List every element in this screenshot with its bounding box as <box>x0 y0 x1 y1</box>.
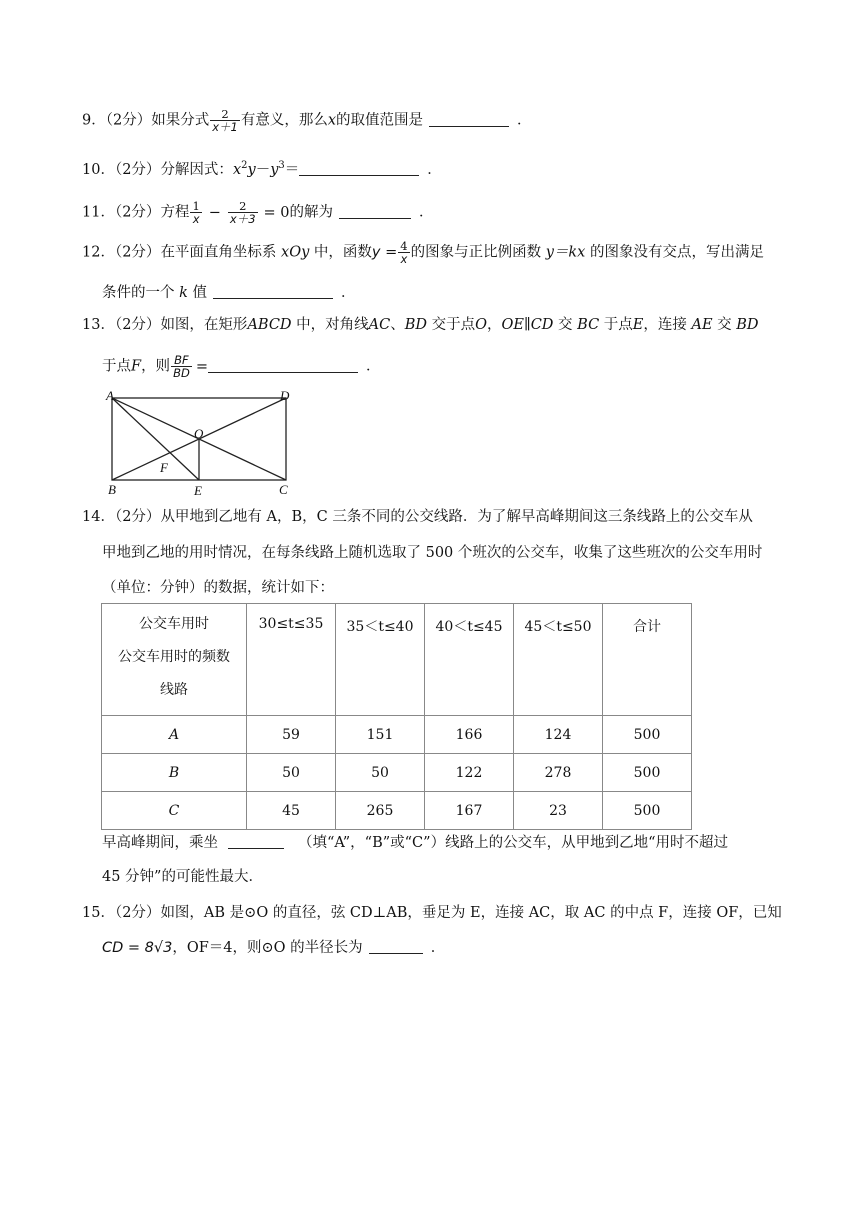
column-header: 45＜t≤50 <box>514 604 603 716</box>
question-number: 15． <box>82 905 115 921</box>
label-c: C <box>279 482 288 497</box>
value-cell: 59 <box>247 716 336 754</box>
rectangle-figure <box>100 388 300 500</box>
label-e: E <box>194 483 202 498</box>
label-a: A <box>106 388 114 403</box>
answer-blank[interactable] <box>429 112 509 127</box>
question-9: 9．（2分）如果分式 $\frac{2}{x+1}$ 有意义，那么x的取值范围是 ． <box>82 107 532 135</box>
question-number: 13． <box>82 317 115 333</box>
value-cell: 278 <box>514 754 603 792</box>
fraction: $\frac{4}{x}$ <box>400 239 408 267</box>
table-row <box>102 792 692 830</box>
question-13-line-2: 于点F，则 $\frac{BF}{BD}$ = ． <box>102 353 381 381</box>
value-cell: 500 <box>603 754 692 792</box>
question-14: 14．（2分）从甲地到乙地有 A，B，C 三条不同的公交线路．为了解早高峰期间这三条线路上的公交车从 <box>82 509 753 525</box>
answer-blank[interactable] <box>369 939 423 954</box>
question-12-line-2: 条件的一个 k 值 ． <box>102 285 356 301</box>
fraction: $\frac{BF}{BD}$ <box>173 353 190 381</box>
answer-blank[interactable] <box>228 834 284 849</box>
question-score: （2分） <box>114 509 161 525</box>
value-cell: 50 <box>336 754 425 792</box>
table-header-row <box>102 604 692 716</box>
question-number: 12． <box>82 244 115 261</box>
route-cell: B <box>102 754 247 792</box>
question-11: 11．（2分）方程 $\frac{1}{x}$ − $\frac{2}{x+3}$ = 0的解为 ． <box>82 199 434 227</box>
value-cell: 50 <box>247 754 336 792</box>
question-14-line-2: 甲地到乙地的用时情况，在每条线路上随机选取了 500 个班次的公交车，收集了这些班次的公交车用时 <box>102 545 763 561</box>
value-cell: 45 <box>247 792 336 830</box>
label-d: D <box>280 388 290 403</box>
question-13: 13．（2分）如图，在矩形ABCD 中，对角线AC、BD 交于点O，OE∥CD 交 BC 于点E，连接 AE 交 BD <box>82 317 759 333</box>
value-cell: 166 <box>425 716 514 754</box>
fraction: $\frac{2}{x+1}$ <box>212 107 238 135</box>
fraction: $\frac{2}{x+3}$ <box>229 199 256 227</box>
question-score: （2分） <box>114 905 161 921</box>
column-header: 合计 <box>603 604 692 716</box>
question-14-answer-line-2: 45 分钟”的可能性最大． <box>102 869 263 885</box>
answer-blank[interactable] <box>339 204 411 219</box>
question-score: （2分） <box>114 317 161 333</box>
value-cell: 122 <box>425 754 514 792</box>
answer-blank[interactable] <box>208 358 358 373</box>
label-b: B <box>108 482 116 497</box>
question-score: （2分） <box>114 204 161 221</box>
fraction: $\frac{1}{x}$ <box>192 199 200 227</box>
table-row <box>102 716 692 754</box>
answer-blank[interactable] <box>213 284 333 299</box>
label-f: F <box>160 460 168 475</box>
route-cell: C <box>102 792 247 830</box>
question-10: 10．（2分）分解因式：$x^2y-y^3=$ ． <box>82 160 442 178</box>
question-number: 10． <box>82 162 115 178</box>
column-header: 40＜t≤45 <box>425 604 514 716</box>
segment-ae <box>112 398 199 480</box>
header-label-cell: 公交车用时 公交车用时的频数 线路 <box>102 604 247 716</box>
question-number: 11． <box>82 204 115 221</box>
label-o: O <box>194 426 204 441</box>
bus-time-table <box>101 603 692 830</box>
route-cell: A <box>102 716 247 754</box>
question-score: （2分） <box>114 244 161 261</box>
value-cell: 124 <box>514 716 603 754</box>
question-score: （2分） <box>114 162 161 178</box>
answer-blank[interactable] <box>299 161 419 176</box>
question-text: 如果分式 <box>151 112 210 129</box>
question-15: 15．（2分）如图，AB 是⊙O 的直径，弦 CD⊥AB，垂足为 E，连接 AC，取 AC 的中点 F，连接 OF，已知 <box>82 905 782 921</box>
value-cell: 167 <box>425 792 514 830</box>
table-row <box>102 754 692 792</box>
column-header: 35＜t≤40 <box>336 604 425 716</box>
question-12: 12．（2分）在平面直角坐标系 xOy 中，函数y = $\frac{4}{x}$ 的图象与正比例函数 y＝kx 的图象没有交点，写出满足 <box>82 239 764 267</box>
question-14-answer-line: 早高峰期间，乘坐 （填“A”，“B”或“C”）线路上的公交车，从甲地到乙地“用时不超过 <box>102 835 728 851</box>
question-number: 14． <box>82 509 115 525</box>
value-cell: 151 <box>336 716 425 754</box>
value-cell: 265 <box>336 792 425 830</box>
column-header: 30≤t≤35 <box>247 604 336 716</box>
value-cell: 500 <box>603 792 692 830</box>
question-14-line-3: （单位：分钟）的数据，统计如下： <box>102 580 334 596</box>
value-cell: 23 <box>514 792 603 830</box>
question-score: （2分） <box>105 112 152 129</box>
value-cell: 500 <box>603 716 692 754</box>
question-15-line-2: CD = 8√3，OF＝4，则⊙O 的半径长为 ． <box>102 940 446 956</box>
question-number: 9． <box>82 112 106 129</box>
